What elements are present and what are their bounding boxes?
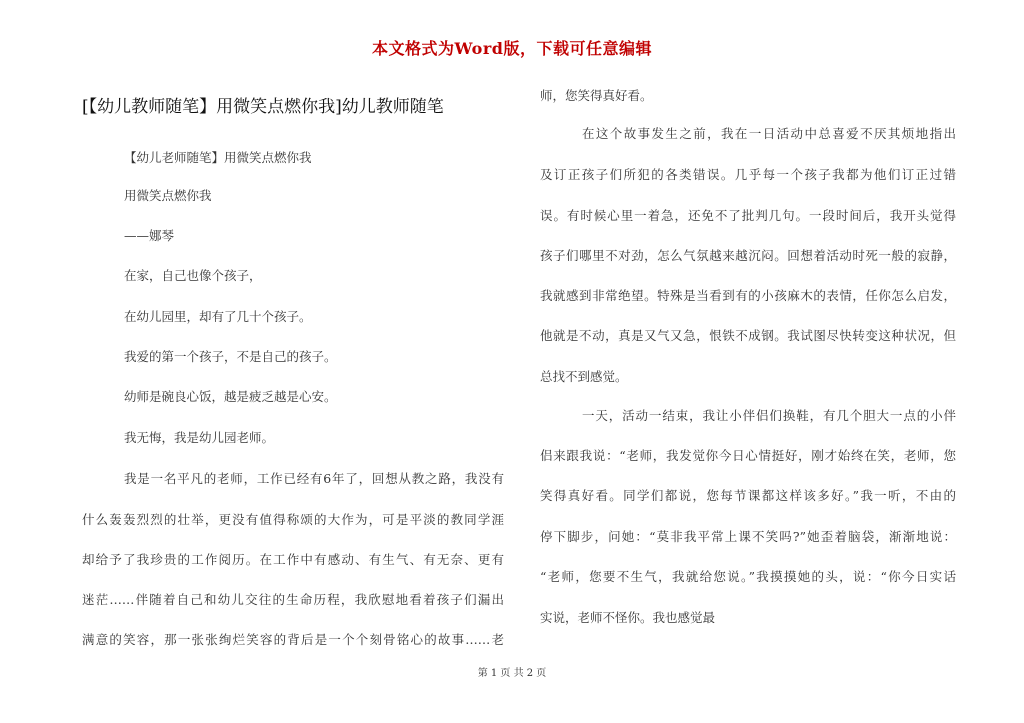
text-line: 笑得真好看。同学们都说，您每节课都这样该多好。”我一听，不由的 — [540, 488, 956, 503]
text-line: 迷茫……伴随着自己和幼儿交往的生命历程，我欣慰地看着孩子们漏出 — [82, 592, 504, 607]
text-line: 一天，活动一结束，我让小伴侣们换鞋，有几个胆大一点的小伴 — [582, 408, 956, 423]
text-line: “老师，您要不生气，我就给您说。”我摸摸她的头，说：“你今日实话 — [540, 569, 956, 584]
text-line: ——娜琴 — [124, 228, 175, 243]
text-line: 在家，自己也像个孩子， — [124, 268, 262, 283]
text-line: 及订正孩子们所犯的各类错误。几乎每一个孩子我都为他们订正过错 — [540, 167, 956, 182]
text-line: 我就感到非常绝望。特殊是当看到有的小孩麻木的表情，任你怎么启发， — [540, 288, 956, 303]
page-number: 第 1 页 共 2 页 — [477, 668, 547, 679]
text-line: 他就是不动，真是又气又急，恨铁不成钢。我试图尽快转变这种状况，但 — [540, 328, 956, 343]
text-line: 【幼儿老师随笔】用微笑点燃你我 — [124, 150, 312, 165]
text-line: 误。有时候心里一着急，还免不了批判几句。一段时间后，我开头觉得 — [540, 208, 956, 223]
text-line: 实说，老师不怪你。我也感觉最 — [540, 610, 716, 625]
text-line: 我无悔，我是幼儿园老师。 — [124, 430, 275, 445]
text-line: 总找不到感觉。 — [540, 369, 628, 384]
text-line: 停下脚步，问她：“莫非我平常上课不笑吗?”她歪着脑袋，渐渐地说： — [540, 529, 956, 544]
text-line: 用微笑点燃你我 — [124, 188, 212, 203]
text-line: 师，您笑得真好看。 — [540, 88, 653, 103]
page-title: [【幼儿教师随笔】用微笑点燃你我]幼儿教师随笔 — [82, 97, 444, 117]
text-line: 侣来跟我说：“老师，我发觉你今日心情挺好，刚才始终在笑，老师，您 — [540, 448, 956, 463]
text-line: 我爱的第一个孩子，不是自己的孩子。 — [124, 349, 337, 364]
text-line: 在幼儿园里，却有了几十个孩子。 — [124, 309, 312, 324]
edit-banner: 本文格式为Word版，下载可任意编辑 — [372, 39, 652, 58]
text-line: 孩子们哪里不对劲，怎么气氛越来越沉闷。回想着活动时死一般的寂静， — [540, 248, 956, 263]
text-line: 我是一名平凡的老师，工作已经有6年了，回想从教之路，我没有 — [124, 471, 504, 486]
text-line: 幼师是碗良心饭，越是疲乏越是心安。 — [124, 389, 337, 404]
text-line: 什么轰轰烈烈的壮举，更没有值得称颂的大作为，可是平淡的教同学涯 — [82, 512, 504, 527]
text-line: 满意的笑容，那一张张绚烂笑容的背后是一个个刻骨铭心的故事……老 — [82, 632, 504, 647]
text-line: 在这个故事发生之前，我在一日活动中总喜爱不厌其烦地指出 — [582, 126, 956, 141]
text-line: 却给予了我珍贵的工作阅历。在工作中有感动、有生气、有无奈、更有 — [82, 552, 504, 567]
